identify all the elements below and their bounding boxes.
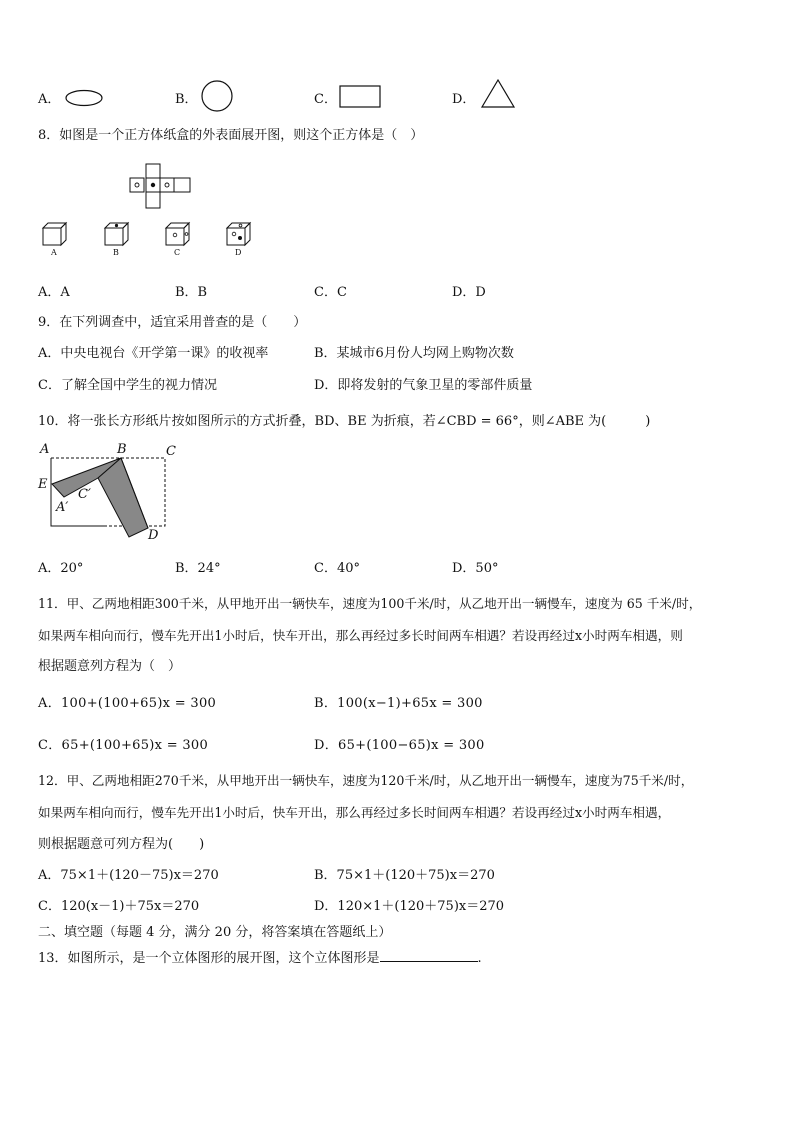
q12-option-b: B．75×1＋(120＋75)x＝270 (314, 868, 495, 883)
q8-stem: 8．如图是一个正方体纸盒的外表面展开图，则这个正方体是（ ） (38, 128, 424, 143)
q10-option-b: B．24° (175, 561, 221, 576)
q7-option-a: A． (38, 92, 61, 107)
q8-option-b: B．B (175, 285, 208, 300)
cube-option-b-figure (104, 222, 130, 246)
cube-label-d: D (235, 248, 242, 257)
q13-end: . (477, 951, 482, 966)
q11-line-1: 11．甲、乙两地相距300千米，从甲地开出一辆快车，速度为100千米/时，从乙地开出一辆慢车，速度为 65 千米/时， (38, 596, 702, 611)
label-point-e: E (38, 477, 48, 492)
q11-line-2: 如果两车相向而行，慢车先开出1小时后，快车开出，那么再经过多长时间两车相遇？若设再经过x小时两车相遇，则 (38, 628, 683, 643)
q9-option-b: B．某城市6月份人均网上购物次数 (314, 346, 514, 361)
label-point-a-prime: A′ (56, 500, 69, 515)
q12-line-2: 如果两车相向而行，慢车先开出1小时后，快车开出，那么再经过多长时间两车相遇？若设再经过x小时两车相遇， (38, 805, 671, 820)
cube-option-a-figure (42, 222, 68, 246)
label-point-a: A (40, 442, 50, 457)
section-heading: 二、填空题（每题 4 分，满分 20 分，将答案填在答题纸上） (38, 925, 392, 940)
q9-option-c: C．了解全国中学生的视力情况 (38, 378, 217, 393)
q12-line-3: 则根据题意可列方程为( ) (38, 837, 205, 852)
q10-option-d: D．50° (452, 561, 499, 576)
circle-shape-icon (200, 80, 234, 112)
q9-stem: 9．在下列调查中，适宜采用普查的是（ ） (38, 315, 307, 330)
label-point-c-prime: C′ (78, 487, 91, 502)
q8-option-a: A．A (38, 285, 70, 300)
cube-net-figure (128, 162, 194, 212)
q13-stem-line (38, 947, 760, 966)
rectangle-shape-icon (339, 85, 383, 109)
fold-rectangle-figure (36, 440, 186, 546)
label-point-c: C (166, 444, 176, 459)
q12-option-c: C．120(x－1)＋75x＝270 (38, 899, 200, 914)
cube-option-c-figure (165, 222, 191, 246)
cube-label-c: C (174, 248, 181, 257)
q11-option-c: C．65+(100+65)x = 300 (38, 738, 209, 753)
q8-option-c: C．C (314, 285, 347, 300)
q7-option-d: D． (452, 92, 476, 107)
q13-stem: 13．如图所示，是一个立体图形的展开图，这个立体图形是 (38, 951, 380, 966)
q7-option-b: B． (175, 92, 198, 107)
q10-stem: 10．将一张长方形纸片按如图所示的方式折叠，BD、BE 为折痕，若∠CBD = 66°，则∠ABE 为( ) (38, 414, 651, 429)
q8-option-d: D．D (452, 285, 486, 300)
q9-option-a: A．中央电视台《开学第一课》的收视率 (38, 346, 269, 361)
q11-line-3: 根据题意列方程为（ ） (38, 659, 182, 674)
q11-option-a: A．100+(100+65)x = 300 (38, 696, 217, 711)
cube-option-d-figure (226, 222, 252, 246)
ellipse-shape-icon (64, 89, 104, 107)
label-point-b: B (117, 442, 127, 457)
q13-answer-blank[interactable] (380, 949, 478, 962)
triangle-shape-icon (480, 79, 516, 109)
q9-option-d: D．即将发射的气象卫星的零部件质量 (314, 378, 533, 393)
q10-option-a: A．20° (38, 561, 84, 576)
cube-label-a: A (51, 248, 57, 257)
q11-option-b: B．100(x−1)+65x = 300 (314, 696, 483, 711)
q12-line-1: 12．甲、乙两地相距270千米，从甲地开出一辆快车，速度为120千米/时，从乙地开出一辆慢车，速度为75千米/时， (38, 773, 694, 788)
q7-option-c: C． (314, 92, 337, 107)
label-point-d: D (148, 528, 159, 543)
q11-option-d: D．65+(100−65)x = 300 (314, 738, 485, 753)
q10-option-c: C．40° (314, 561, 360, 576)
q12-option-d: D．120×1＋(120＋75)x＝270 (314, 899, 505, 914)
q12-option-a: A．75×1＋(120－75)x＝270 (38, 868, 219, 883)
cube-label-b: B (113, 248, 119, 257)
